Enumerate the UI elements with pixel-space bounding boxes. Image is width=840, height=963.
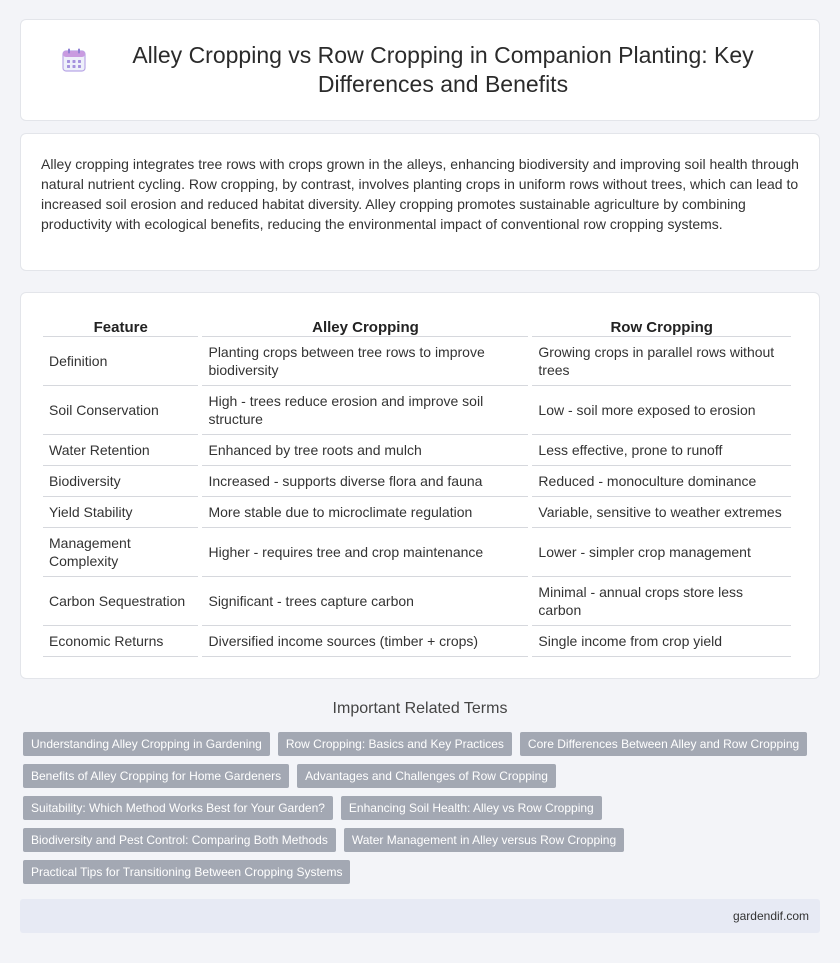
table-row (43, 386, 791, 435)
table-cell: Less effective, prone to runoff (532, 435, 791, 466)
table-cell: Biodiversity (43, 466, 198, 497)
table-row (43, 337, 791, 386)
title-wrap (61, 41, 779, 99)
table-cell: Single income from crop yield (532, 626, 791, 657)
related-term-link[interactable]: Understanding Alley Cropping in Gardening (23, 732, 270, 756)
table-cell: Yield Stability (43, 497, 198, 528)
table-row (43, 497, 791, 528)
table-row (43, 435, 791, 466)
table-row (43, 626, 791, 657)
header-row-cropping: Row Cropping (532, 315, 791, 337)
table-cell: Lower - simpler crop management (532, 528, 791, 577)
related-term-link[interactable]: Enhancing Soil Health: Alley vs Row Cropping (341, 796, 602, 820)
table-cell: Water Retention (43, 435, 198, 466)
table-cell: Low - soil more exposed to erosion (532, 386, 791, 435)
related-term-link[interactable]: Suitability: Which Method Works Best for Your Garden? (23, 796, 333, 820)
intro-card (20, 133, 820, 271)
table-row (43, 577, 791, 626)
intro-paragraph: Alley cropping integrates tree rows with crops grown in the alleys, enhancing biodiversity and improving soil health through natural nutrient cycling. Row cropping, by contrast, involves planting crops in uniform rows without trees, which can lead to increased soil erosion and reduced habitat diversity. Alley cropping promotes sustainable agriculture by combining productivity with ecological benefits, reducing the environmental impact of conventional row cropping systems. (41, 156, 799, 232)
table-cell: Reduced - monoculture dominance (532, 466, 791, 497)
related-term-link[interactable]: Benefits of Alley Cropping for Home Gardeners (23, 764, 289, 788)
table-cell: Management Complexity (43, 528, 198, 577)
header-alley-cropping: Alley Cropping (202, 315, 528, 337)
table-cell: Variable, sensitive to weather extremes (532, 497, 791, 528)
table-cell: Growing crops in parallel rows without trees (532, 337, 791, 386)
related-term-link[interactable]: Practical Tips for Transitioning Between Cropping Systems (23, 860, 350, 884)
table-cell: Carbon Sequestration (43, 577, 198, 626)
title-card (20, 19, 820, 121)
related-terms-title: Important Related Terms (332, 700, 508, 717)
related-term-link[interactable]: Biodiversity and Pest Control: Comparing Both Methods (23, 828, 336, 852)
table-row (43, 528, 791, 577)
table-cell: Significant - trees capture carbon (202, 577, 528, 626)
related-terms-tags (23, 732, 823, 892)
site-link[interactable]: gardendif.com (732, 909, 809, 923)
related-term-link[interactable]: Row Cropping: Basics and Key Practices (278, 732, 512, 756)
table-cell: Diversified income sources (timber + crops) (202, 626, 528, 657)
tag-row (23, 796, 823, 820)
tag-row (23, 764, 823, 788)
header-feature: Feature (43, 315, 198, 337)
comparison-table (39, 315, 795, 657)
table-cell: Higher - requires tree and crop maintenance (202, 528, 528, 577)
tag-row (23, 828, 823, 852)
tag-row (23, 860, 823, 884)
comparison-table-card (20, 292, 820, 679)
table-cell: Soil Conservation (43, 386, 198, 435)
table-cell: Economic Returns (43, 626, 198, 657)
table-cell: Definition (43, 337, 198, 386)
table-cell: Enhanced by tree roots and mulch (202, 435, 528, 466)
footer (20, 899, 820, 933)
related-term-link[interactable]: Water Management in Alley versus Row Cropping (344, 828, 624, 852)
table-cell: Planting crops between tree rows to improve biodiversity (202, 337, 528, 386)
page-title: Alley Cropping vs Row Cropping in Companion Planting: Key Differences and Benefits (132, 42, 754, 97)
calendar-icon (61, 47, 87, 73)
table-cell: Increased - supports diverse flora and fauna (202, 466, 528, 497)
tag-row (23, 732, 823, 756)
table-row (43, 466, 791, 497)
table-header-row (43, 315, 791, 337)
table-cell: More stable due to microclimate regulation (202, 497, 528, 528)
table-cell: Minimal - annual crops store less carbon (532, 577, 791, 626)
related-term-link[interactable]: Advantages and Challenges of Row Cropping (297, 764, 556, 788)
related-term-link[interactable]: Core Differences Between Alley and Row Cropping (520, 732, 807, 756)
table-cell: High - trees reduce erosion and improve soil structure (202, 386, 528, 435)
